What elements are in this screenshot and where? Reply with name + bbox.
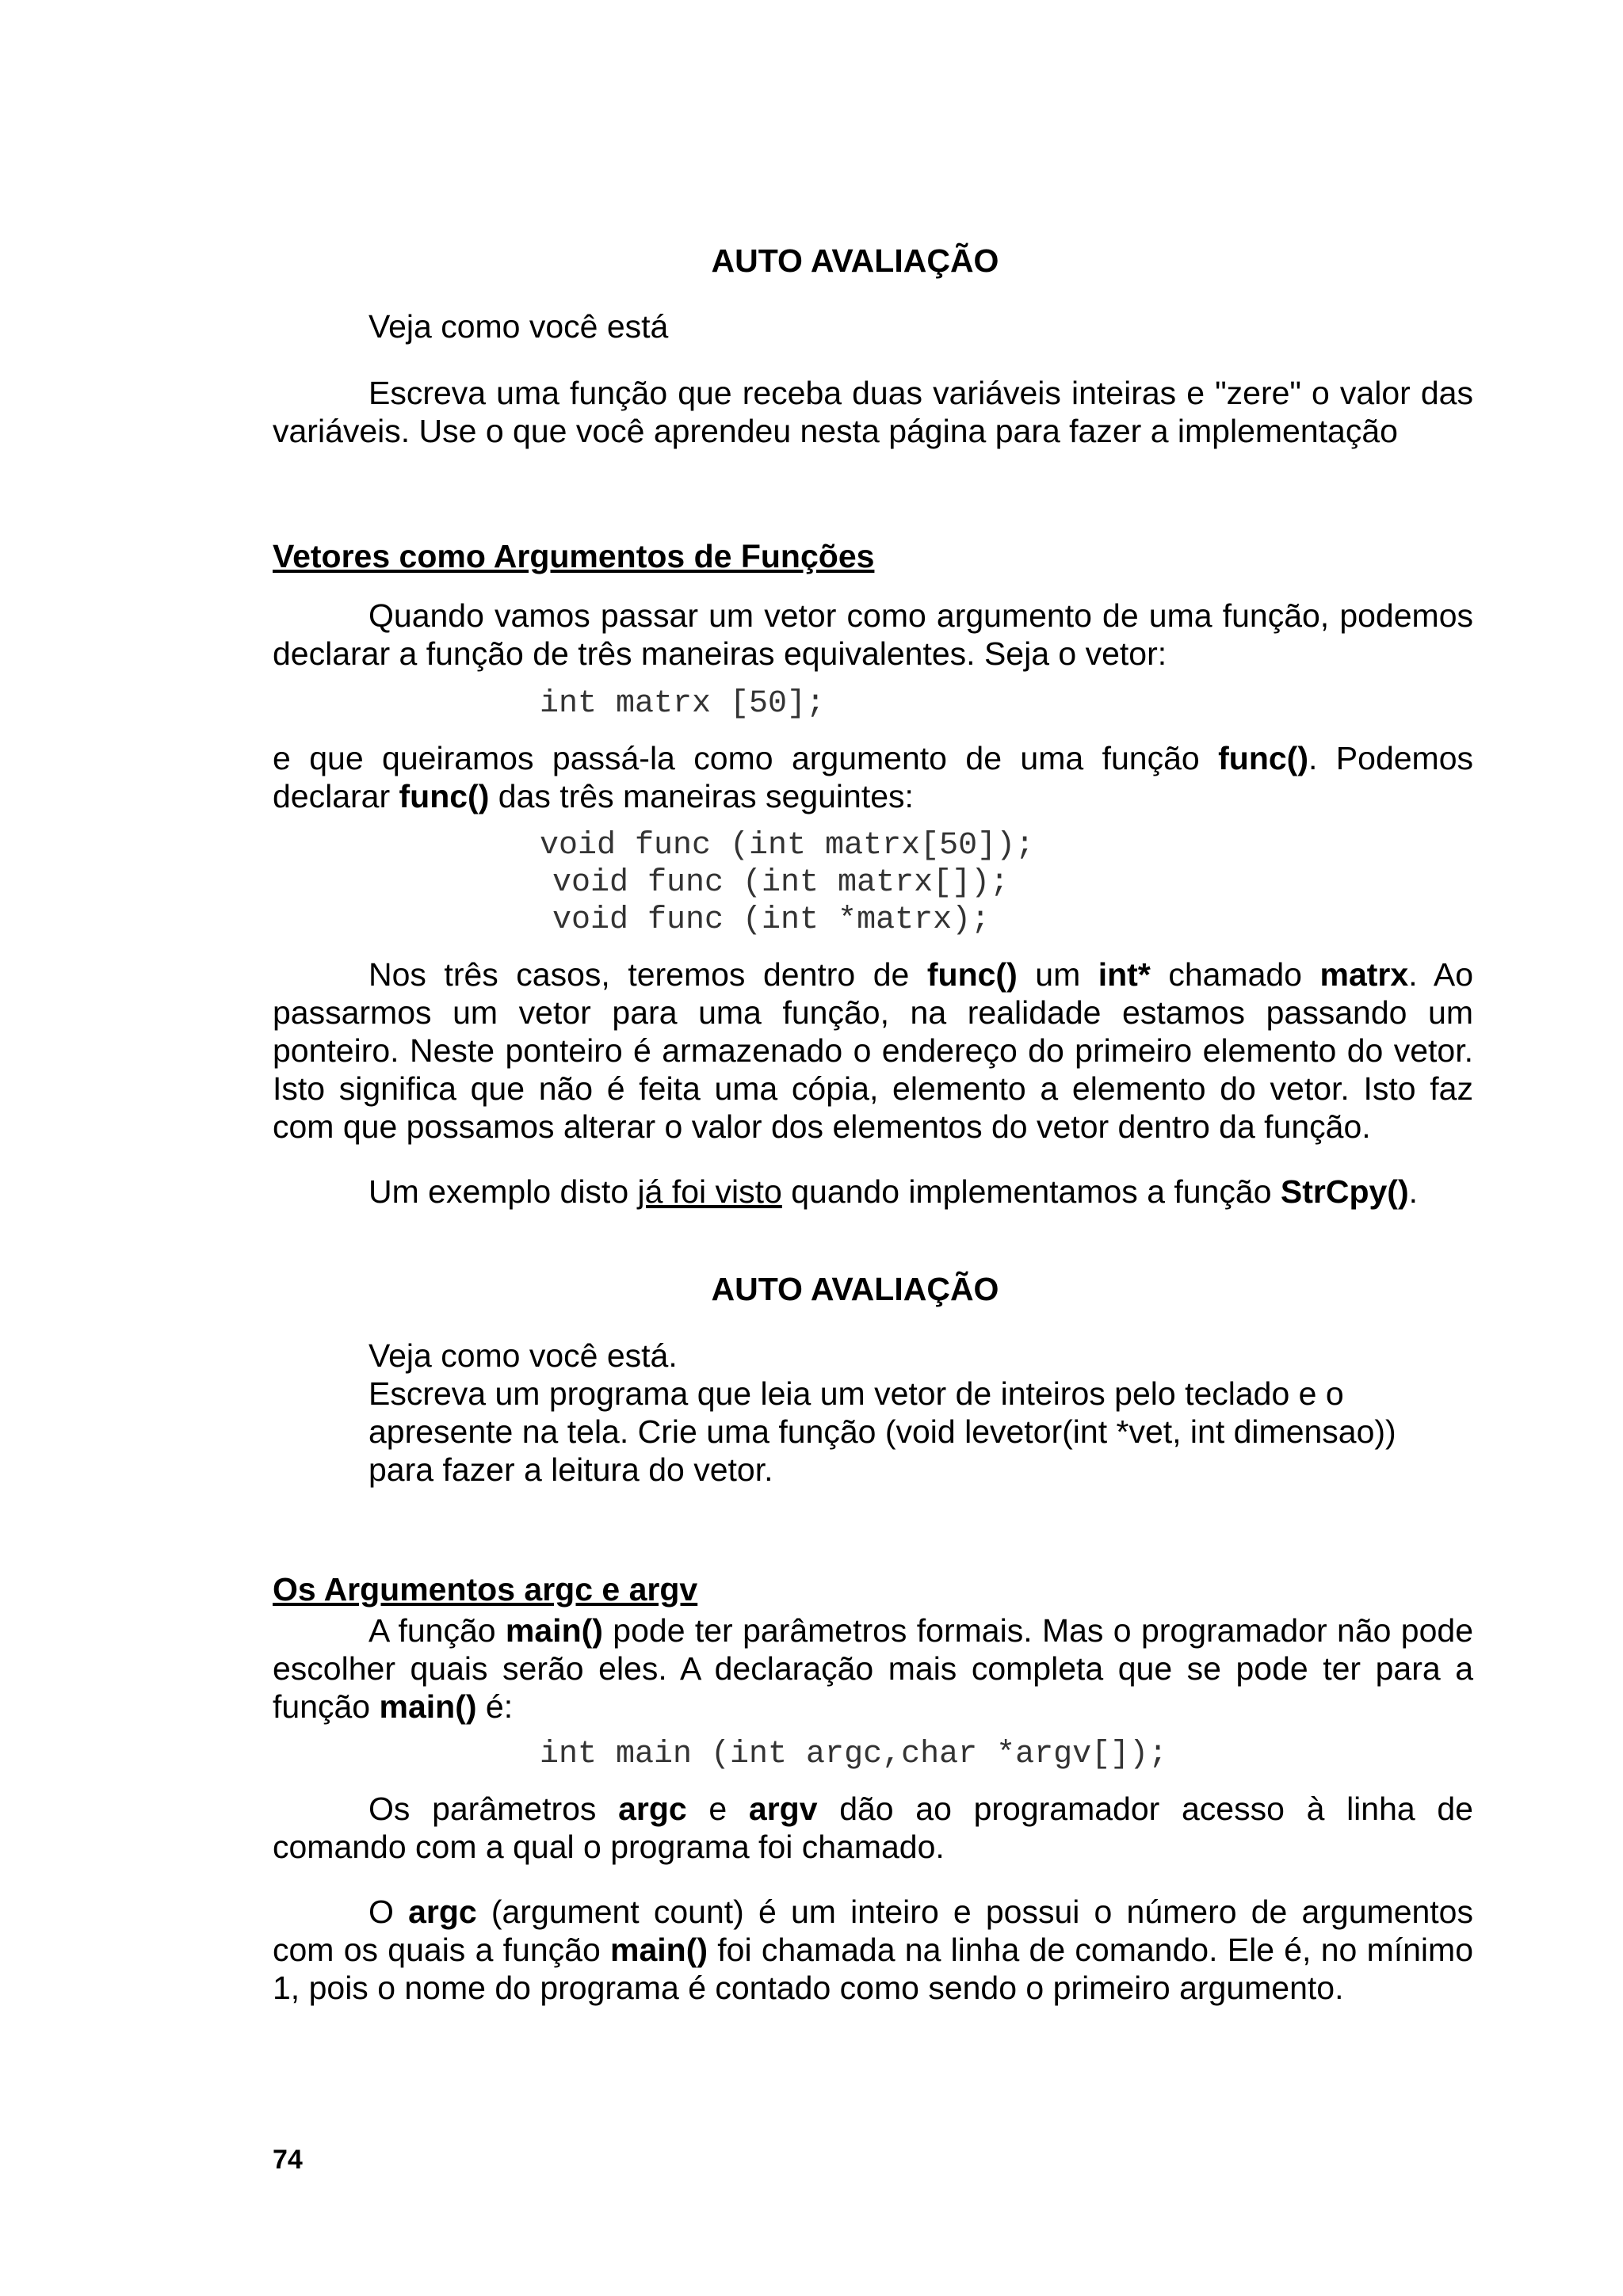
code-main-declaration: int main (int argc,char *argv[]); <box>540 1737 1168 1772</box>
auto-avaliacao-task-2 <box>369 1337 1474 1489</box>
code-matrx-declaration: int matrx [50]; <box>540 686 826 722</box>
section-title-vetores: Vetores como Argumentos de Funções <box>273 538 875 574</box>
section-title-argc-argv: Os Argumentos argc e argv <box>273 1571 698 1608</box>
vetores-paragraph-2: e que queiramos passá-la como argumento de uma função func(). Podemos declarar func() das três maneiras seguintes: <box>273 740 1474 814</box>
auto2-line-3: apresente na tela. Crie uma função (void levetor(int *vet, int dimensao)) <box>369 1413 1396 1450</box>
argc-paragraph-1: A função main() pode ter parâmetros formais. Mas o programador não pode escolher quais serão eles. A declaração mais completa que se pode ter para a função main() é: <box>273 1612 1474 1725</box>
auto-avaliacao-heading-2: AUTO AVALIAÇÃO <box>711 1271 999 1307</box>
auto2-line-1: Veja como você está. <box>369 1337 678 1374</box>
vetores-paragraph-1: Quando vamos passar um vetor como argumento de uma função, podemos declarar a função de três maneiras equivalentes. Seja o vetor: <box>273 597 1473 672</box>
ja-foi-visto-link[interactable]: já foi visto <box>637 1173 782 1210</box>
auto-avaliacao-intro-1: Veja como você está <box>369 308 669 345</box>
auto2-line-2: Escreva um programa que leia um vetor de inteiros pelo teclado e o <box>369 1375 1344 1412</box>
vetores-paragraph-3: Nos três casos, teremos dentro de func() um int* chamado matrx. Ao passarmos um vetor para uma função, na realidade estamos passando um ponteiro. Neste ponteiro é armazenado o endereço do primeiro elemento do vetor. Isto significa que não é feita uma cópia, elemento a elemento do vetor. Isto faz com que possamos alterar o valor dos elementos do vetor dentro da função. <box>273 956 1473 1145</box>
argc-paragraph-2: Os parâmetros argc e argv dão ao programador acesso à linha de comando com a qual o programa foi chamado. <box>273 1791 1473 1865</box>
vetores-paragraph-4: Um exemplo disto já foi visto quando implementamos a função StrCpy(). <box>369 1173 1419 1210</box>
argc-paragraph-3: O argc (argument count) é um inteiro e possui o número de argumentos com os quais a função main() foi chamada na linha de comando. Ele é, no mínimo 1, pois o nome do programa é contado como sendo o primeiro argumento. <box>273 1894 1473 2006</box>
auto-avaliacao-task-1: Escreva uma função que receba duas variáveis inteiras e "zere" o valor das variáveis. Use o que você aprendeu nesta página para fazer a implementação <box>273 375 1473 449</box>
code-func-variant-3: void func (int *matrx); <box>552 902 991 938</box>
code-func-variant-1: void func (int matrx[50]); <box>540 828 1035 864</box>
code-func-variant-2: void func (int matrx[]); <box>552 865 1010 901</box>
auto-avaliacao-heading-1: AUTO AVALIAÇÃO <box>711 242 999 279</box>
page-number: 74 <box>273 2145 303 2175</box>
auto2-line-4: para fazer a leitura do vetor. <box>369 1451 773 1488</box>
